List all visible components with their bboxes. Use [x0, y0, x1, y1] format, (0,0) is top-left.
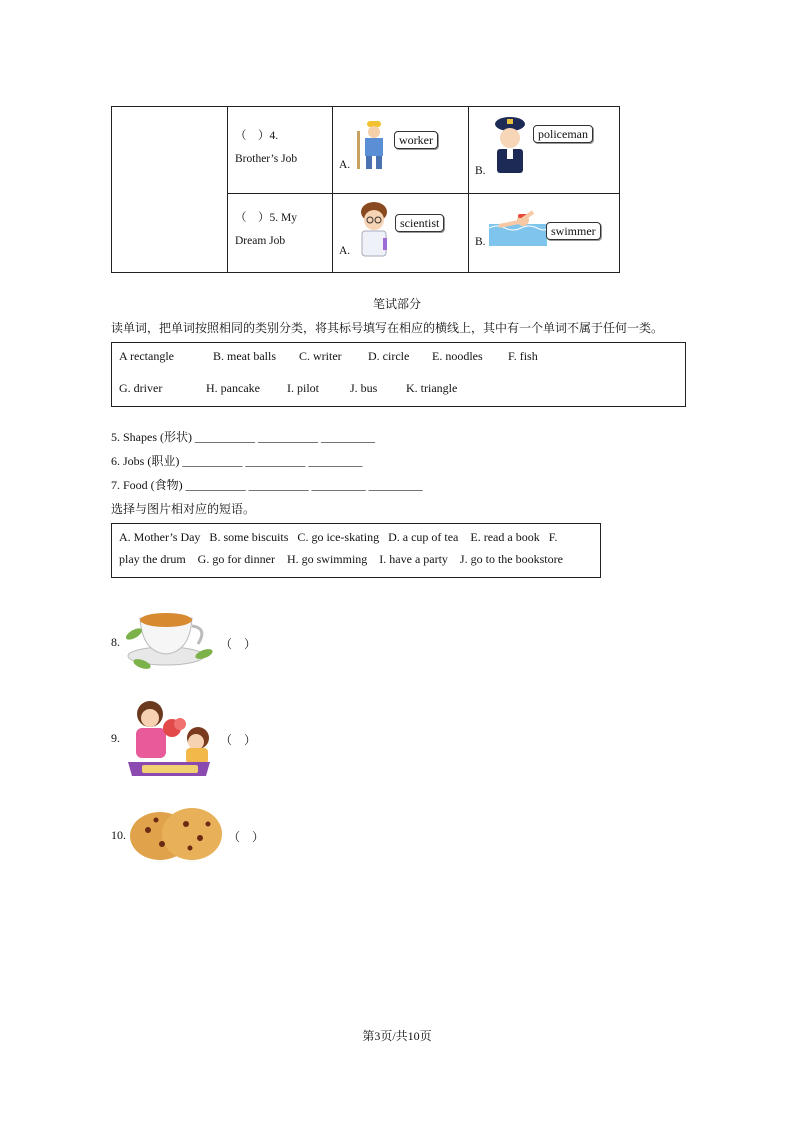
word-i: I. pilot [287, 381, 319, 395]
option-b-label: B. [475, 236, 486, 248]
word-j: J. bus [350, 381, 378, 395]
question-8-number: 8. [111, 635, 120, 649]
phrase-bank-box [111, 523, 601, 578]
instruction-phrases: 选择与图片相对应的短语。 [111, 502, 256, 516]
blank-jobs[interactable]: 6. Jobs (职业) __________ __________ _________ [111, 454, 363, 468]
job-matching-table [111, 106, 620, 273]
page-footer: 第3页/共10页 [362, 1029, 432, 1043]
blank-shapes[interactable]: 5. Shapes (形状) __________ __________ _________ [111, 430, 375, 444]
answer-8[interactable]: （ ） [220, 637, 257, 651]
question-4-number: （ ）4. [235, 130, 279, 142]
option-b-label: B. [475, 165, 486, 177]
option-a-label: A. [339, 245, 351, 257]
section-title: 笔试部分 [372, 297, 421, 311]
word-g: G. driver [119, 381, 163, 395]
phrase-line-1: A. Mother’s Day B. some biscuits C. go ice-skating D. a cup of tea E. read a book F. [119, 530, 558, 544]
policeman-icon [489, 115, 531, 175]
option-a-cell-4 [333, 107, 469, 194]
option-a-label: A. [339, 159, 351, 171]
tea-cup-icon [122, 604, 214, 676]
question-9-number: 9. [111, 731, 120, 745]
biscuits-icon [128, 802, 224, 864]
question-10-number: 10. [111, 828, 126, 842]
answer-9[interactable]: （ ） [220, 733, 257, 747]
scientist-icon [353, 200, 395, 258]
worker-tag: worker [394, 131, 438, 149]
swimmer-icon [489, 206, 547, 246]
option-b-cell-4 [469, 107, 620, 194]
policeman-tag: policeman [533, 125, 593, 143]
swimmer-tag: swimmer [546, 222, 601, 240]
option-b-cell-5 [469, 194, 620, 273]
word-d: D. circle [368, 349, 410, 363]
word-c: C. writer [299, 349, 342, 363]
question-5-number: （ ）5. My [235, 212, 297, 224]
scientist-tag: scientist [395, 214, 444, 232]
question-4-text: Brother’s Job [235, 153, 298, 165]
word-e: E. noodles [432, 349, 483, 363]
word-k: K. triangle [406, 381, 458, 395]
question-cell-4 [228, 107, 333, 194]
empty-cell [112, 107, 228, 273]
instruction-classify: 读单词，把单词按照相同的类别分类，将其标号填写在相应的横线上，其中有一个单词不属于任何一类。 [111, 321, 664, 335]
option-a-cell-5 [333, 194, 469, 273]
question-cell-5 [228, 194, 333, 273]
word-h: H. pancake [206, 381, 260, 395]
worker-icon [353, 119, 393, 171]
answer-10[interactable]: （ ） [228, 830, 265, 844]
blank-food[interactable]: 7. Food (食物) __________ __________ _________ _________ [111, 478, 423, 492]
word-b: B. meat balls [213, 349, 276, 363]
word-bank-box [111, 342, 686, 407]
mothers-day-icon [122, 696, 216, 780]
phrase-line-2: play the drum G. go for dinner H. go swimming I. have a party J. go to the bookstore [119, 552, 563, 566]
word-f: F. fish [508, 349, 538, 363]
word-a: A rectangle [119, 349, 174, 363]
question-5-text: Dream Job [235, 235, 286, 247]
